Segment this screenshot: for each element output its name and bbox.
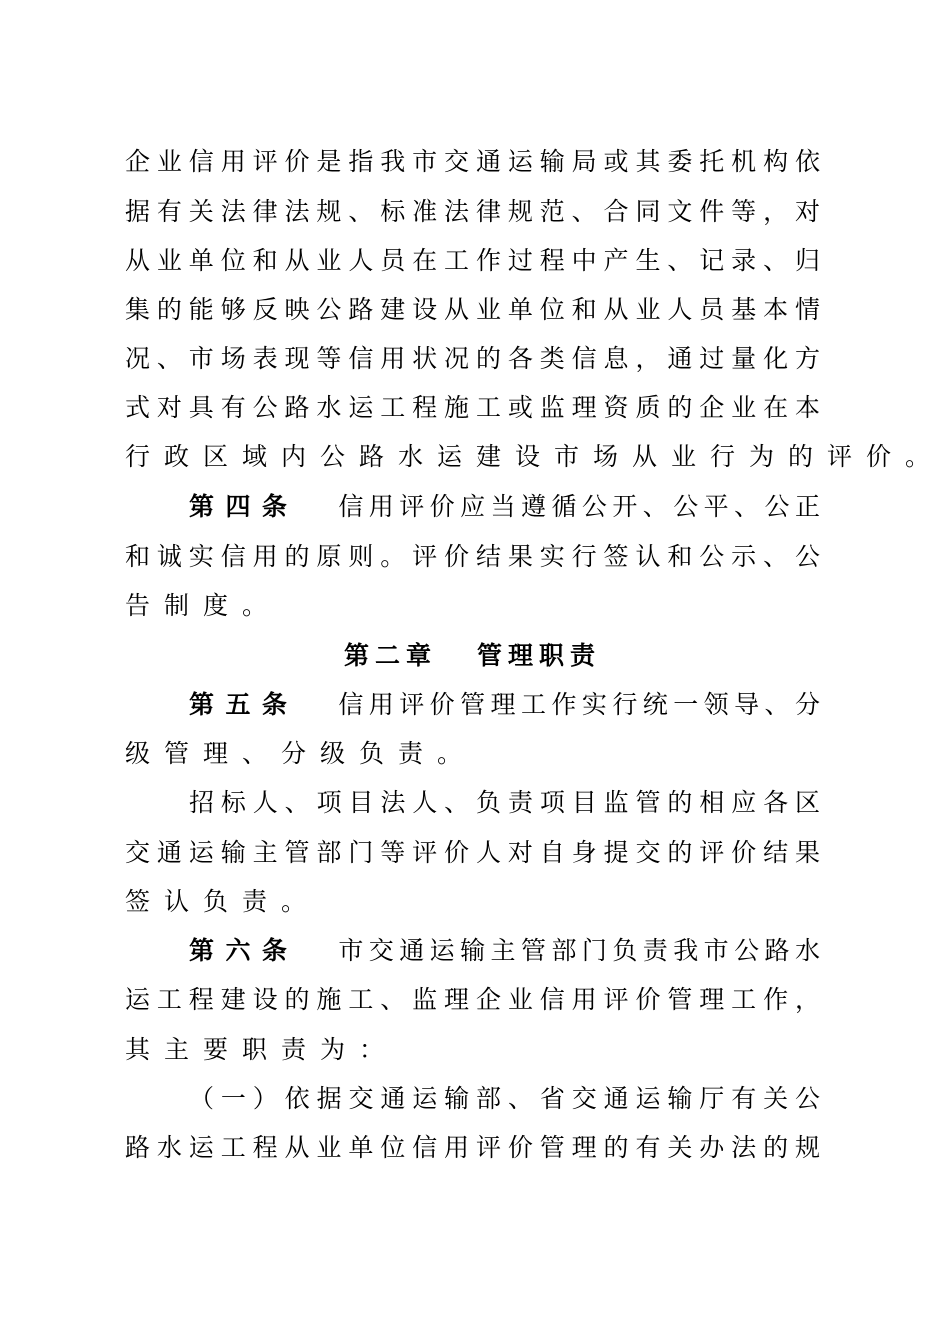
article4-label: 第四条 <box>189 492 299 521</box>
article5-text-1: 信用评价管理工作实行统一领导、分 <box>338 690 820 719</box>
article5-line-2: 级管理、分级负责。 <box>125 739 477 768</box>
para5b-line-3: 签认负责。 <box>125 887 321 916</box>
para5b-line-2: 交通运输主管部门等评价人对自身提交的评价结果 <box>125 838 820 867</box>
article4-line-2: 和诚实信用的原则。评价结果实行签认和公示、公 <box>125 542 820 571</box>
article4-text-1: 信用评价应当遵循公开、公平、公正 <box>338 492 820 521</box>
article4-line-1 <box>189 487 820 527</box>
para5b-line-1: 招标人、项目法人、负责项目监管的相应各区 <box>189 788 820 817</box>
chapter-heading <box>125 636 820 676</box>
article6-text-1: 市交通运输主管部门负责我市公路水 <box>338 936 820 965</box>
chapter-title: 管理职责 <box>477 641 602 670</box>
article6-line-3: 其主要职责为： <box>125 1035 399 1064</box>
chapter-number: 第二章 <box>343 641 437 670</box>
article5-line-1 <box>189 685 820 725</box>
item1-line-1: （一）依据交通运输部、省交通运输厅有关公 <box>189 1084 820 1113</box>
article4-line-3: 告制度。 <box>125 591 282 620</box>
item1-line-2: 路水运工程从业单位信用评价管理的有关办法的规 <box>125 1133 820 1162</box>
para1-line-3: 从业单位和从业人员在工作过程中产生、记录、归 <box>125 246 820 275</box>
article6-line-2: 运工程建设的施工、监理企业信用评价管理工作， <box>125 985 820 1014</box>
para1-line-4: 集的能够反映公路建设从业单位和从业人员基本情 <box>125 295 820 324</box>
para1-line-2: 据有关法律法规、标准法律规范、合同文件等，对 <box>125 197 820 226</box>
article6-label: 第六条 <box>189 936 299 965</box>
para1-line-5: 况、市场表现等信用状况的各类信息，通过量化方 <box>125 344 820 373</box>
article5-label: 第五条 <box>189 690 299 719</box>
para1-line-1: 企业信用评价是指我市交通运输局或其委托机构依 <box>125 147 820 176</box>
article6-line-1 <box>189 931 820 971</box>
para1-line-6: 式对具有公路水运工程施工或监理资质的企业在本 <box>125 393 820 422</box>
para1-line-7: 行政区域内公路水运建设市场从业行为的评价。 <box>125 442 945 471</box>
